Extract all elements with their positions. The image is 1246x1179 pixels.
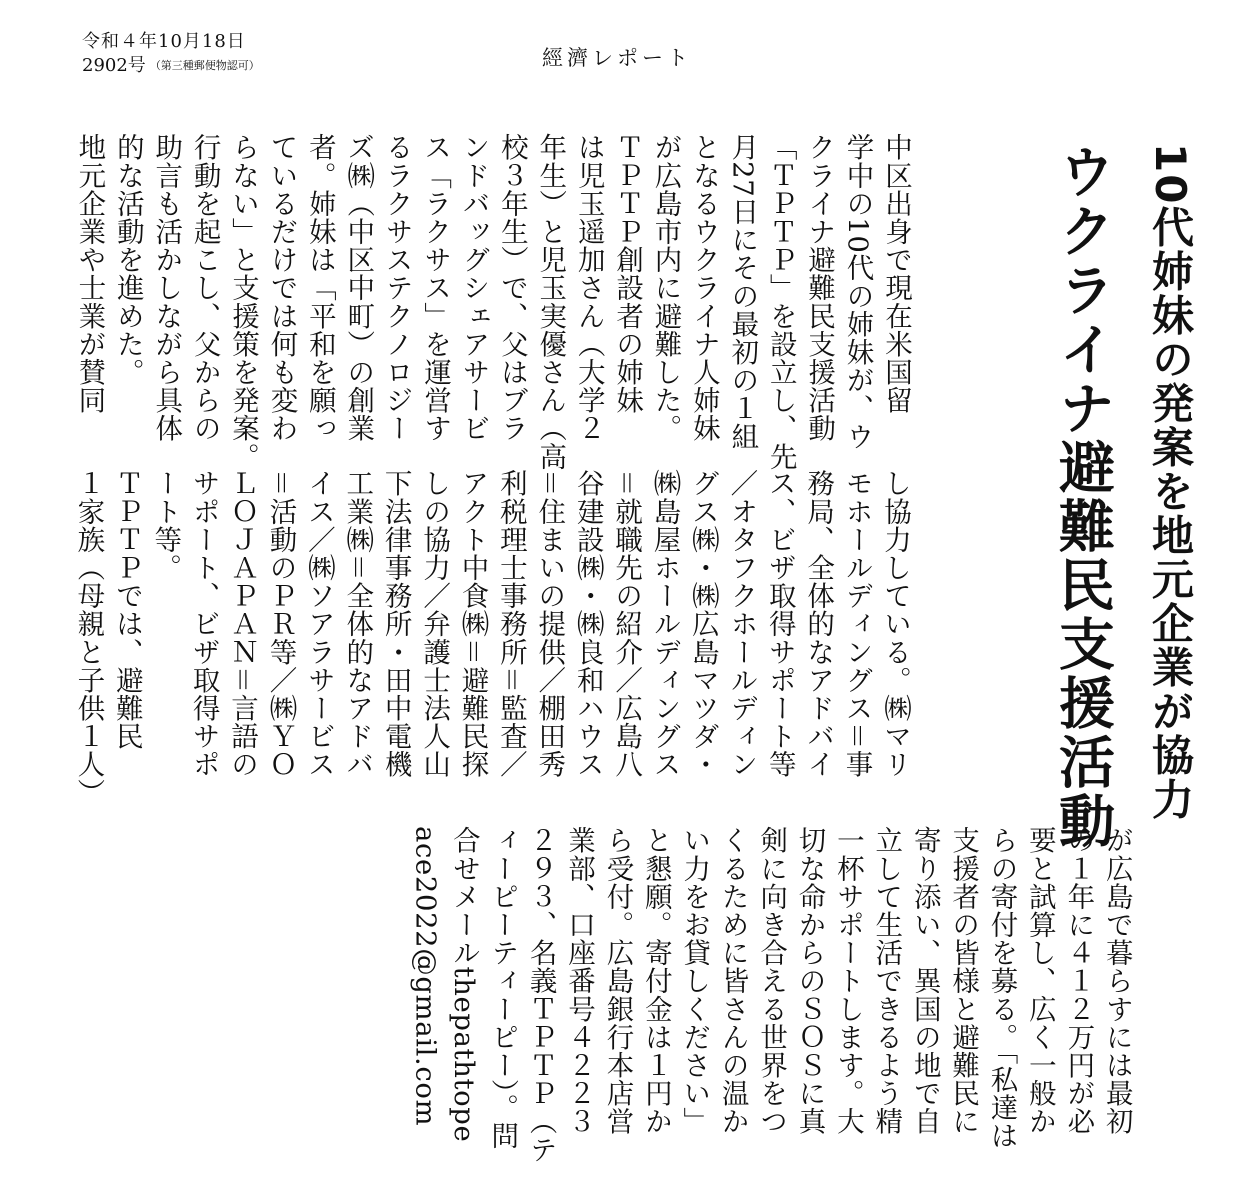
article-line: は児玉遥加さん（大学２	[572, 133, 605, 443]
article-line: 立して生活できるよう精	[870, 826, 903, 1136]
article-line: が広島で暮らすには最初	[1100, 826, 1133, 1136]
article-line: ＴＰＴＰ創設者の姉妹	[611, 133, 644, 414]
article-line: イス／㈱ソアラサービス	[302, 469, 335, 779]
article-column-1	[70, 133, 915, 470]
article-line: 下法律事務所・田中電機	[379, 469, 412, 779]
article-line: アクト中食㈱＝避難民探	[456, 469, 489, 779]
article-line: い力をお貸しください」	[678, 826, 711, 1136]
article-line: しの協力／弁護士法人山	[418, 469, 451, 779]
article-line: となるウクライナ人姉妹	[687, 133, 720, 443]
article-line: ＝住まいの提供／棚田秀	[533, 469, 566, 779]
issue-number-text: 2902号	[82, 55, 146, 76]
article-line: が広島市内に避難した。	[649, 133, 682, 443]
article-line: ２９３、名義ＴＰＴＰ（テ	[524, 826, 557, 1164]
publication-date: 令和４年10月18日	[82, 31, 246, 52]
article-line: １家族（母親と子供１人）	[72, 469, 105, 807]
article-line: 「ＴＰＴＰ」を設立し、先	[764, 133, 797, 471]
article-line: サポート、ビザ取得サポ	[187, 469, 220, 779]
article-line: し協力している。㈱マリ	[878, 469, 911, 779]
article-line: ＬＯＪＡＰＡＮ＝言語の	[226, 469, 259, 779]
article-line: ら受付。広島銀行本店営	[601, 826, 634, 1136]
article-line: 要と試算し、広く一般か	[1023, 826, 1056, 1136]
article-line: ＝活動のＰＲ等／㈱ＹＯ	[264, 469, 297, 779]
article-line: 寄り添い、異国の地で自	[908, 826, 941, 1136]
article-line: 切な命からのＳＯＳに真	[793, 826, 826, 1136]
article-line: ス「ラクサス」を運営す	[419, 133, 452, 443]
article-line: らの寄付を募る。「私達は	[985, 826, 1018, 1150]
article-line: の１年に４１２万円が必	[1062, 826, 1095, 1136]
article-line: 学中の10代の姉妹が、ウ	[841, 133, 874, 451]
article-line: 一杯サポートします。大	[831, 826, 864, 1136]
article-line: ス、ビザ取得サポート等	[763, 469, 796, 779]
article-line: ズ㈱（中区中町）の創業	[342, 133, 375, 443]
article-line: 合せメールthepathtope	[447, 826, 480, 1143]
article-line: 業部、口座番号４２２３	[563, 826, 596, 1136]
article-line: 谷建設㈱・㈱良和ハウス	[571, 469, 604, 779]
article-line: モホールディングス＝事	[840, 469, 873, 779]
article-line: ート等。	[149, 469, 182, 582]
article-line: ＴＰＴＰでは、避難民	[110, 469, 143, 750]
section-title: 經濟レポート	[542, 46, 692, 70]
article-line: ンドバッグシェアサービ	[457, 133, 490, 443]
article-line: 利税理士事務所＝監査／	[494, 469, 527, 779]
article-line: ィーピーティーピー）。問	[486, 826, 519, 1150]
article-line: ているだけでは何も変わ	[265, 133, 298, 443]
article-line: 月27日にその最初の１組	[726, 133, 759, 451]
article-line: 務局、全体的なアドバイ	[802, 469, 835, 779]
article-line: 支援者の皆様と避難民に	[947, 826, 980, 1136]
article-line: と懇願。寄付金は１円か	[639, 826, 672, 1136]
article-line: ／オタフクホールディン	[725, 469, 758, 779]
article-line: 助言も活かしながら具体	[150, 133, 183, 443]
article-line: ＝就職先の紹介／広島八	[610, 469, 643, 779]
article-line: 的な活動を進めた。	[111, 133, 144, 386]
subheadline: 10代姉妹の発案を地元企業が協力	[1146, 143, 1195, 822]
article-line: クライナ避難民支援活動	[803, 133, 836, 443]
issue-number	[82, 51, 260, 77]
article-line: 校３年生）で、父はブラ	[495, 133, 528, 443]
main-headline: ウクライナ避難民支援活動	[1050, 143, 1115, 851]
article-column-3	[406, 826, 1136, 1163]
article-line: 地元企業や士業が賛同	[73, 133, 106, 414]
article-line: らない」と支援策を発案。	[227, 133, 260, 471]
article-line: 工業㈱＝全体的なアドバ	[341, 469, 374, 779]
postal-permit-note: （第三種郵便物認可）	[149, 59, 260, 72]
article-line: くるために皆さんの温か	[716, 826, 749, 1136]
article-line: 行動を起こし、父からの	[188, 133, 221, 443]
article-line: 中区出身で現在米国留	[879, 133, 912, 414]
article-column-2	[69, 469, 914, 806]
article-line: ace2022@gmail.com	[409, 826, 442, 1127]
article-line: 年生）と児玉実優さん（高	[534, 133, 567, 471]
article-line: グス㈱・㈱広島マツダ・	[686, 469, 719, 779]
article-line: ㈱島屋ホールディングス	[648, 469, 681, 779]
article-line: 者。姉妹は「平和を願っ	[303, 133, 336, 443]
article-line: 剣に向き合える世界をつ	[755, 826, 788, 1136]
article-line: るラクサステクノロジー	[380, 133, 413, 443]
